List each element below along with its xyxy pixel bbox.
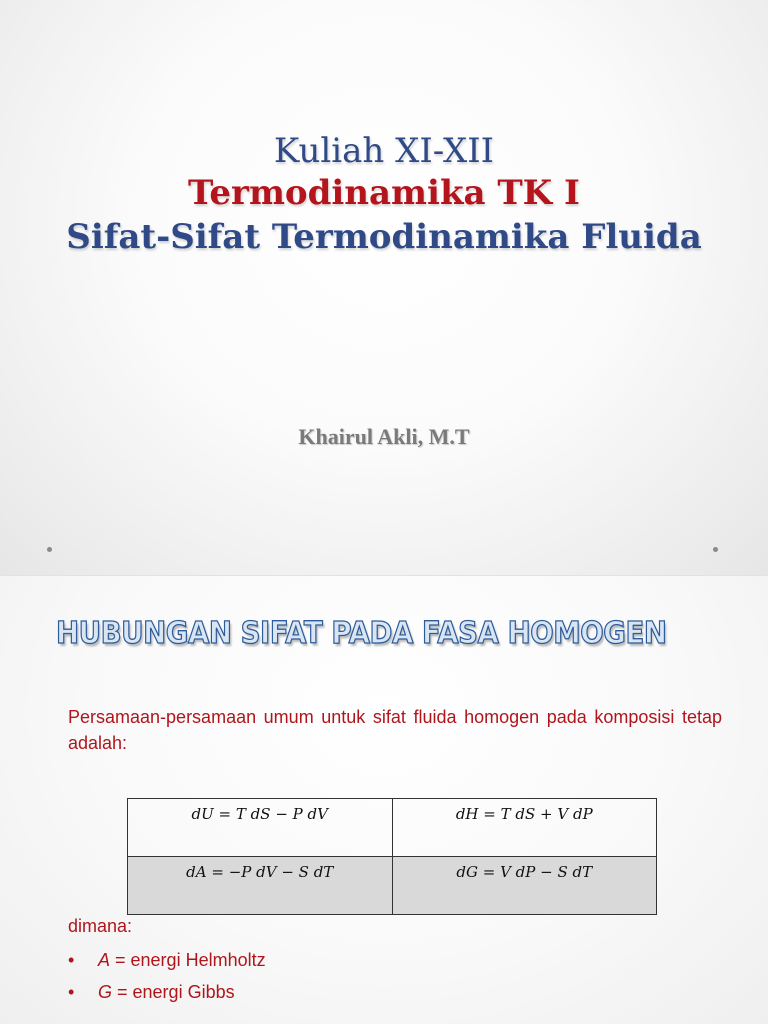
author-name: Khairul Akli, M.T: [298, 424, 470, 449]
slide-heading: HUBUNGAN SIFAT PADA FASA HOMOGEN: [56, 616, 667, 651]
definition-text: = energi Helmholtz: [110, 950, 266, 970]
title-line-subject: Termodinamika TK I: [188, 173, 580, 213]
equation-da: dA = −P dV − S dT: [128, 857, 393, 915]
list-item: [68, 976, 266, 1008]
bullet-icon: •: [68, 982, 75, 1002]
definition-symbol: A: [98, 950, 111, 970]
equation-du: dU = T dS − P dV: [128, 799, 393, 857]
title-line-course: Kuliah XI-XII: [273, 131, 495, 171]
content-slide: [0, 576, 768, 1024]
bullet-icon: •: [68, 950, 75, 970]
table-row: [128, 799, 657, 857]
intro-paragraph: Persamaan-persamaan umum untuk sifat fluida homogen pada komposisi tetap adalah:: [68, 707, 722, 753]
where-label: dimana:: [68, 916, 133, 936]
slide-title: [0, 130, 768, 260]
definition-list: [68, 944, 266, 1008]
equation-dg: dG = V dP − S dT: [392, 857, 657, 915]
equation-dh: dH = T dS + V dP: [392, 799, 657, 857]
equation-table: [127, 798, 657, 915]
definition-text: = energi Gibbs: [112, 982, 235, 1002]
definition-symbol: G: [98, 982, 113, 1002]
bullet-dot-icon: [713, 547, 718, 552]
bullet-dot-icon: [47, 547, 52, 552]
list-item: [68, 944, 266, 976]
table-row: [128, 857, 657, 915]
title-line-topic: Sifat-Sifat Termodinamika Fluida: [66, 217, 702, 257]
